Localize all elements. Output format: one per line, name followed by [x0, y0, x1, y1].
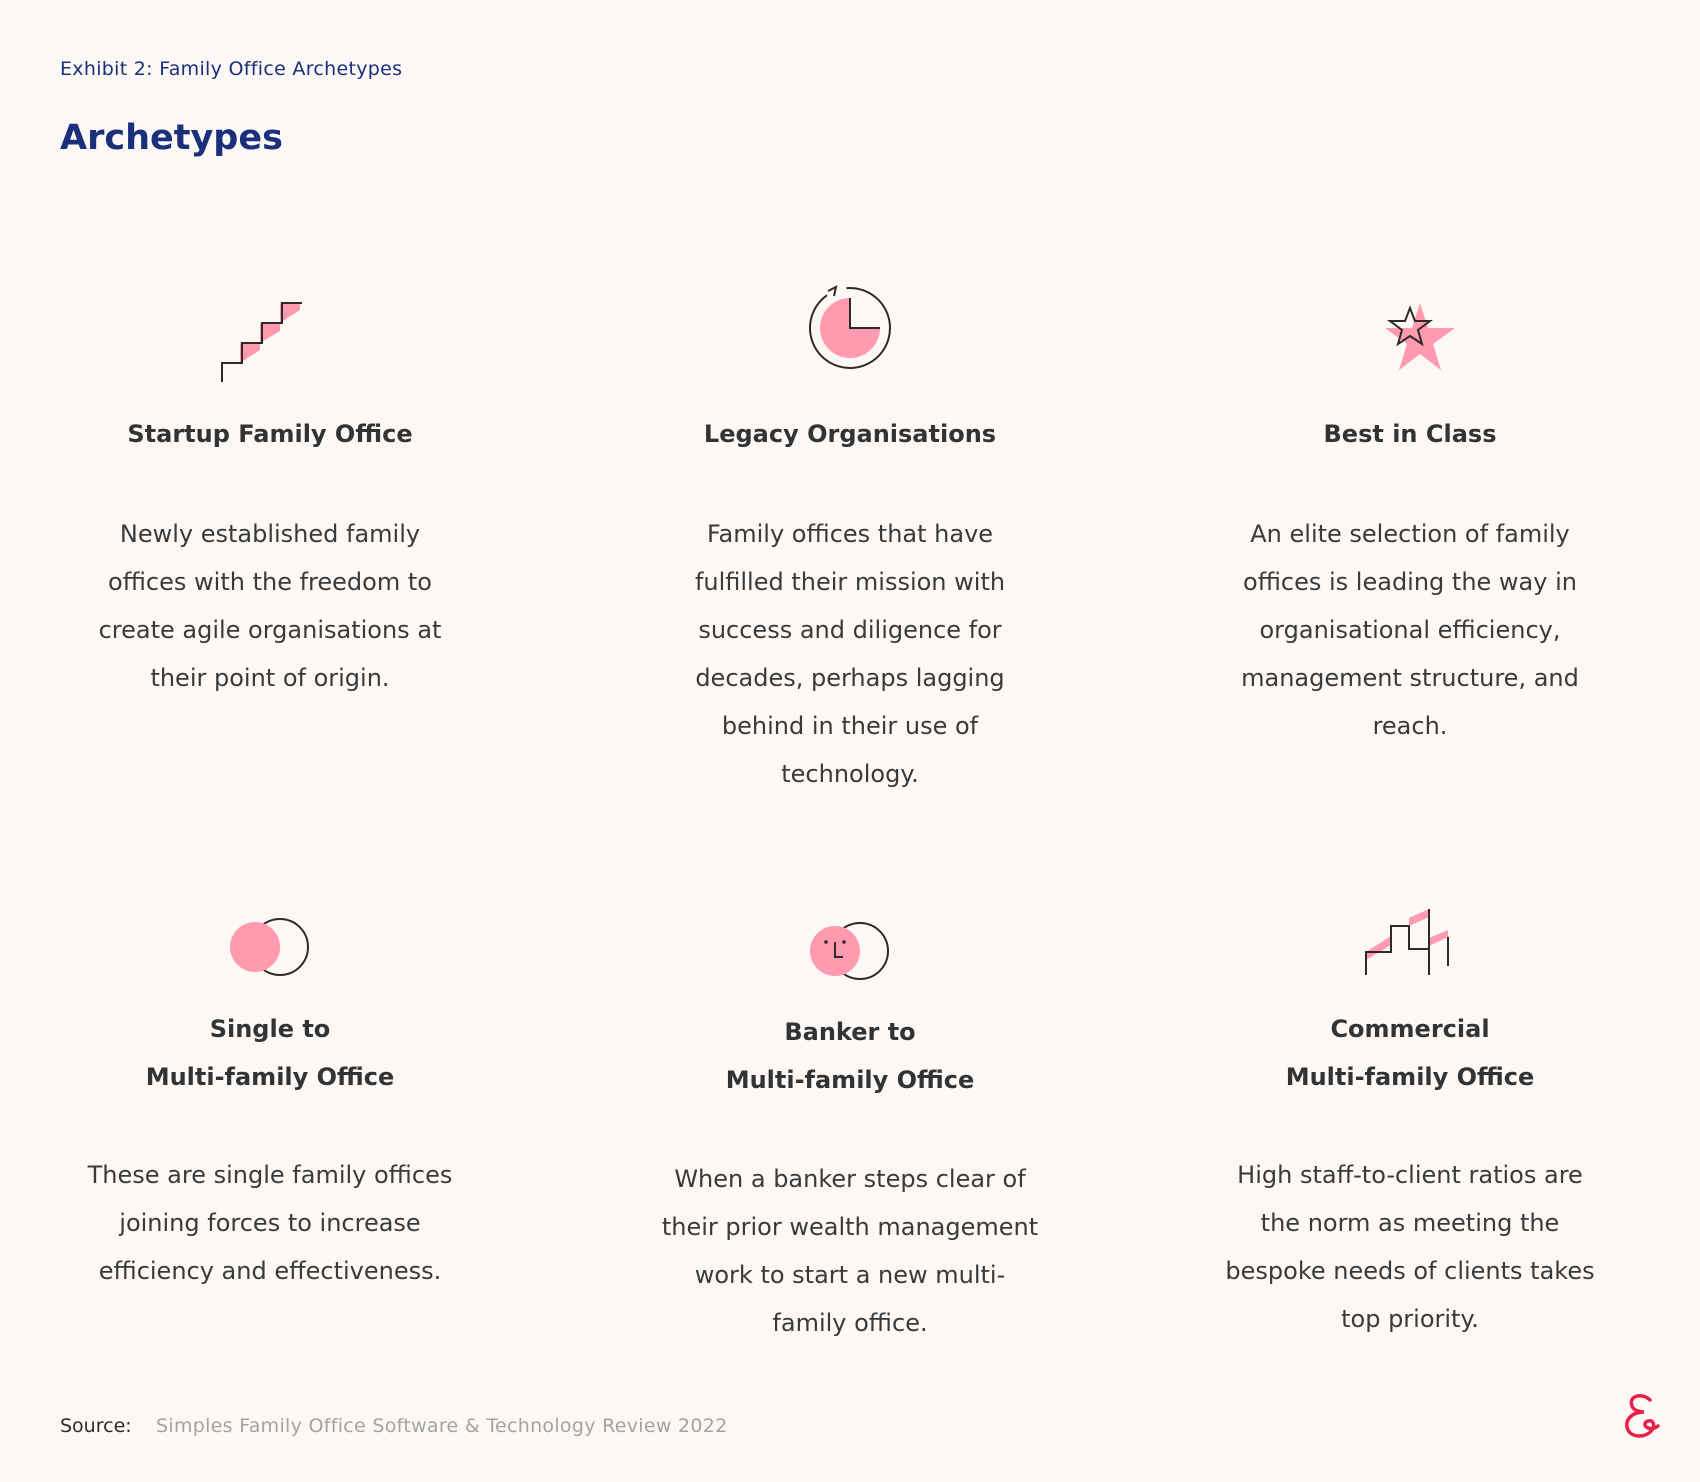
source-label: Source: — [60, 1415, 132, 1437]
archetype-description: Family offices that have fulfilled their mission with success and diligence for decades, perhaps lagging behind in their use of technology. — [694, 520, 1006, 788]
archetype-title: Commercial Multi-family Office — [1285, 1015, 1535, 1091]
staircase-icon — [220, 285, 320, 385]
archetype-description: When a banker steps clear of their prior wealth management work to start a new multi-family office. — [661, 1165, 1039, 1337]
archetype-description: High staff-to-client ratios are the norm as meeting the bespoke needs of clients takes top priority. — [1225, 1161, 1595, 1333]
archetype-description: An elite selection of family offices is leading the way in organisational efficiency, management structure, and reach. — [1241, 520, 1579, 740]
archetype-title: Startup Family Office — [127, 420, 413, 448]
two-circles-icon — [220, 897, 320, 997]
archetype-title: Banker to Multi-family Office — [725, 1018, 975, 1094]
buildings-icon — [1360, 890, 1460, 990]
ampersand-logo-icon — [1620, 1392, 1664, 1442]
archetype-description: These are single family offices joining forces to increase efficiency and effectiveness. — [87, 1161, 453, 1285]
archetype-title: Legacy Organisations — [703, 420, 997, 448]
source-citation: Simples Family Office Software & Technology Review 2022 — [156, 1415, 728, 1437]
archetype-title: Best in Class — [1323, 420, 1497, 448]
archetype-description: Newly established family offices with the freedom to create agile organisations at their point of origin. — [98, 520, 442, 692]
clock-cycle-icon — [800, 278, 900, 378]
exhibit-label: Exhibit 2: Family Office Archetypes — [60, 58, 403, 80]
face-circle-icon — [800, 901, 900, 1001]
archetype-title: Single to Multi-family Office — [145, 1015, 395, 1091]
page-title: Archetypes — [60, 118, 283, 158]
star-icon — [1360, 290, 1460, 390]
